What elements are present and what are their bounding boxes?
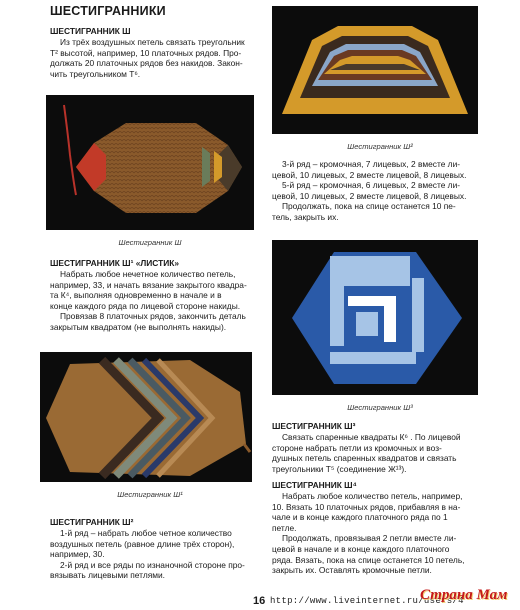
text-line: цевой, 10 лицевых, 2 вместе лицевой, 8 лицевых. [272, 190, 467, 201]
text-line: например, 33, и начать вязание закрытого квадра- [50, 279, 247, 290]
text-line: Набрать любое количество петель, например, [282, 491, 463, 501]
text-line: цевой в начале и в конце каждого платочного [272, 543, 450, 554]
caption-hexagon-sh2: Шестигранник Ш² [347, 142, 413, 151]
text-line: стороне набрать петли из кромочных и воз- [272, 442, 442, 453]
text-line: вязывать лицевыми петлями. [50, 570, 166, 581]
page-title: ШЕСТИГРАННИКИ [50, 4, 166, 18]
text-line: 1-й ряд – набрать любое четное количество [60, 528, 232, 538]
text-line: Продолжать, провязывая 2 петли вместе ли- [282, 533, 457, 544]
section-heading-hexagon-sh4: ШЕСТИГРАННИК Ш⁴ [272, 480, 357, 490]
section-text-hexagon-sh1 [50, 269, 260, 333]
photo-hexagon-sh3 [272, 240, 478, 395]
text-line: например, 30. [50, 549, 105, 560]
text-line: Связать спаренные квадраты К⁶ . По лицевой [282, 432, 461, 442]
text-line: Набрать любое нечетное количество петель, [60, 269, 236, 279]
text-line: петле. [272, 522, 297, 533]
text-line: Продолжать, пока на спице останется 10 пе- [282, 201, 456, 212]
text-line: Из трёх воздушных петель связать треугольник [60, 37, 245, 47]
page-number: 16 [253, 595, 266, 607]
text-line: 2-й ряд и все ряды по изнаночной стороне про- [60, 559, 245, 570]
section-heading-hexagon-sh2: ШЕСТИГРАННИК Ш² [50, 517, 134, 527]
text-line: треугольники Т⁵ (соединение Ж¹³). [272, 463, 407, 474]
photo-hexagon-sh2 [272, 6, 478, 134]
knitted-striped-hexagon-image [272, 6, 478, 134]
caption-hexagon-sh: Шестигранник Ш [118, 238, 182, 247]
text-line: чале и в конце каждого платочного ряда по 1 [272, 512, 448, 523]
knitted-blue-hexagon-image [272, 240, 478, 395]
knitted-hexagon-brown-image [46, 95, 254, 230]
photo-hexagon-sh1 [40, 352, 252, 482]
text-line: та К⁴, выполняя одновременно в начале и в [50, 290, 222, 301]
text-line: Провязав 8 платочных рядов, закончить деталь [60, 311, 246, 322]
caption-hexagon-sh1: Шестигранник Ш¹ [117, 490, 183, 499]
section-heading-hexagon-sh1: ШЕСТИГРАННИК Ш¹ «ЛИСТИК» [50, 258, 180, 268]
section-text-hexagon-sh2 [50, 528, 260, 581]
text-line: должать 20 платочных рядов без накидов. Закон- [50, 58, 243, 69]
section-text-hexagon-sh3 [272, 432, 482, 474]
text-line: конце каждого ряда по лицевой стороне накиды. [50, 300, 241, 311]
text-line: ряда. Вязать, пока на спице останется 10 петель, [272, 554, 465, 565]
text-line: цевой, 10 лицевых, 2 вместе лицевой, 8 лицевых. [272, 169, 467, 180]
text-line: Т² высотой, например, 10 платочных рядов. Про- [50, 47, 242, 58]
section-heading-hexagon-sh3: ШЕСТИГРАННИК Ш³ [272, 421, 356, 431]
logo-text: Страна Мам [420, 587, 508, 603]
section-text-hexagon-sh2-continued [272, 159, 482, 223]
section-text-hexagon-sh [50, 37, 260, 79]
text-line: душных петель спаренных квадратов и связать [272, 453, 457, 464]
text-line: тель, закрыть их. [272, 211, 339, 222]
text-line: 10. Вязать 10 платочных рядов, прибавляя в на- [272, 501, 461, 512]
site-logo [414, 584, 518, 608]
text-line: закрыть их. Оставлять кромочные петли. [272, 565, 432, 576]
section-heading-hexagon-sh: ШЕСТИГРАННИК Ш [50, 26, 131, 36]
text-line: чить треугольником Т⁶. [50, 68, 141, 79]
source-url[interactable]: http://www.liveinternet.ru/users/4 [270, 596, 464, 606]
text-line: 3-й ряд – кромочная, 7 лицевых, 2 вместе ли- [282, 159, 461, 169]
knitted-leaf-hexagon-image [40, 352, 252, 482]
section-text-hexagon-sh4 [272, 491, 482, 576]
text-line: закрытым квадратом (не выполнять накиды). [50, 321, 227, 332]
photo-hexagon-sh [46, 95, 254, 230]
text-line: 5-й ряд – кромочная, 6 лицевых, 2 вместе ли- [282, 180, 461, 191]
caption-hexagon-sh3: Шестигранник Ш³ [347, 403, 413, 412]
text-line: воздушных петель (равное длине трёх сторон), [50, 538, 235, 549]
